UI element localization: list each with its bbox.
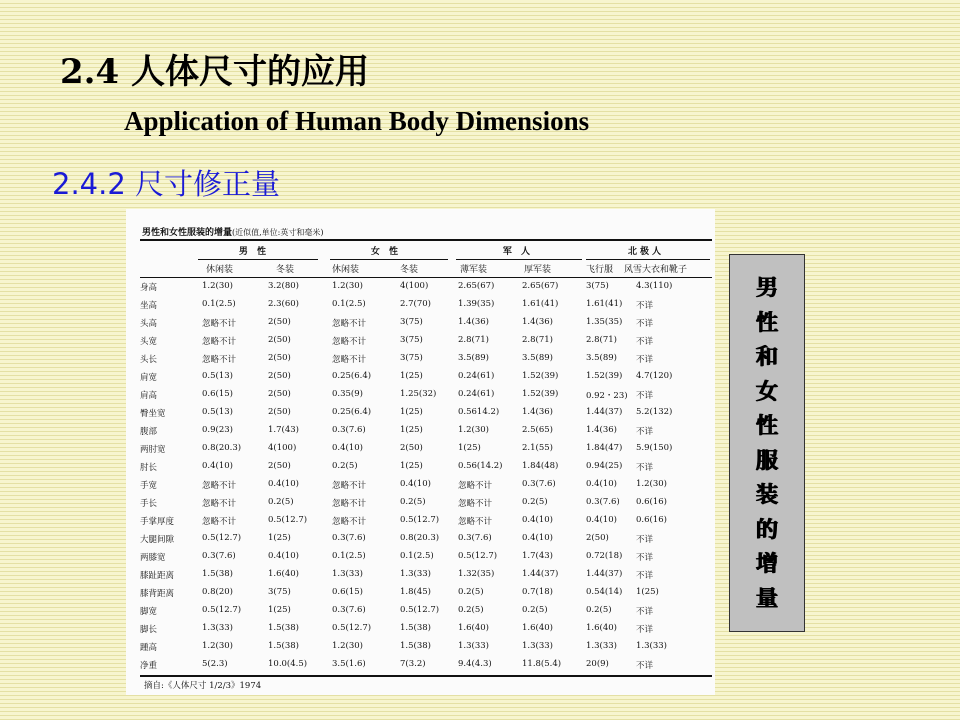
table-row <box>140 315 710 333</box>
table-cell: 0.4(10) <box>332 443 363 453</box>
side-label-char: 量 <box>755 585 778 612</box>
row-label: 腹部 <box>140 427 158 437</box>
row-label: 坐高 <box>140 301 158 311</box>
table-cell: 忽略不计 <box>332 319 367 329</box>
side-label-char: 的 <box>755 516 778 543</box>
table-cell: 10.0(4.5) <box>268 659 308 669</box>
table-cell: 1.6(40) <box>458 623 489 633</box>
table-cell: 1(25) <box>400 461 423 471</box>
table-cell: 1.39(35) <box>458 299 495 309</box>
group-header-arctic: 北极人 <box>627 247 664 257</box>
table-cell: 2(50) <box>268 407 291 417</box>
table-cell: 1.25(32) <box>400 389 437 399</box>
table-cell: 1.3(33) <box>202 623 233 633</box>
table-cell: 0.2(5) <box>458 587 484 597</box>
table-cell: 1.3(33) <box>332 569 363 579</box>
table-cell: 忽略不计 <box>202 499 237 509</box>
table-row <box>140 423 710 441</box>
table-cell: 1.6(40) <box>586 623 617 633</box>
table-cell: 0.3(7.6) <box>332 605 366 615</box>
table-row <box>140 333 710 351</box>
table-cell: 0.4(10) <box>202 461 233 471</box>
table-cell: 0.2(5) <box>522 605 548 615</box>
table-cell: 0.2(5) <box>400 497 426 507</box>
side-label-char: 和 <box>755 344 778 370</box>
table-row <box>140 621 710 639</box>
table-cell: 1.4(36) <box>458 317 489 327</box>
subheader-female-casual: 休闲装 <box>332 265 360 275</box>
table-cell: 3.5(89) <box>586 353 617 363</box>
row-label: 踵高 <box>140 643 158 653</box>
table-cell: 忽略不计 <box>202 319 237 329</box>
table-cell: 不详 <box>636 661 654 671</box>
table-row <box>140 297 710 315</box>
table-cell: 2.65(67) <box>458 281 495 291</box>
table-cell: 2(50) <box>268 353 291 363</box>
table-row <box>140 531 710 549</box>
table-row <box>140 513 710 531</box>
table-cell: 1.3(33) <box>458 641 489 651</box>
table-cell: 不详 <box>636 337 654 347</box>
table-cell: 2.1(55) <box>522 443 553 453</box>
table-cell: 2.8(71) <box>522 335 553 345</box>
table-cell: 0.5614.2) <box>458 407 500 417</box>
table-row <box>140 657 710 675</box>
table-cell: 2.3(60) <box>268 299 299 309</box>
table-row <box>140 495 710 513</box>
row-label: 手长 <box>140 499 158 509</box>
table-cell: 0.5(12.7) <box>202 533 242 543</box>
table-cell: 0.4(10) <box>522 533 553 543</box>
side-label-char: 服 <box>755 447 778 474</box>
table-cell: 0.4(10) <box>586 479 617 489</box>
table-cell: 不详 <box>636 571 654 581</box>
table-cell: 5.2(132) <box>636 407 673 417</box>
table-cell: 2.7(70) <box>400 299 431 309</box>
table-cell: 0.3(7.6) <box>586 497 620 507</box>
table-cell: 1.4(36) <box>522 317 553 327</box>
table-cell: 0.54(14) <box>586 587 623 597</box>
side-label-char: 性 <box>755 413 778 439</box>
row-label: 脚宽 <box>140 607 158 617</box>
table-cell: 0.8(20.3) <box>202 443 242 453</box>
table-cell: 0.6(16) <box>636 515 667 525</box>
table-cell: 2(50) <box>268 317 291 327</box>
table-cell: 不详 <box>636 553 654 563</box>
row-label: 净重 <box>140 661 158 671</box>
group-underline-military <box>456 259 582 260</box>
table-cell: 3.5(89) <box>522 353 553 363</box>
table-cell: 0.6(16) <box>636 497 667 507</box>
table-cell: 1.84(48) <box>522 461 559 471</box>
side-label-char: 女 <box>755 378 778 405</box>
table-caption-main: 男性和女性服装的增量 <box>142 228 233 238</box>
table-cell: 1.8(45) <box>400 587 431 597</box>
side-label-char: 男 <box>755 275 778 301</box>
table-cell: 0.92・23) <box>586 391 628 401</box>
table-cell: 0.35(9) <box>332 389 363 399</box>
table-header-rule <box>140 277 712 278</box>
table-cell: 不详 <box>636 301 654 311</box>
table-cell: 1.7(43) <box>522 551 553 561</box>
table-cell: 0.1(2.5) <box>400 551 434 561</box>
table-row <box>140 369 710 387</box>
table-cell: 1.6(40) <box>522 623 553 633</box>
table-row <box>140 549 710 567</box>
table-cell: 1.61(41) <box>586 299 623 309</box>
table-cell: 0.56(14.2) <box>458 461 503 471</box>
table-cell: 1.2(30) <box>458 425 489 435</box>
table-cell: 2.8(71) <box>586 335 617 345</box>
table-cell: 忽略不计 <box>202 355 237 365</box>
side-label-char: 性 <box>755 309 778 336</box>
table-cell: 不详 <box>636 463 654 473</box>
table-cell: 0.94(25) <box>586 461 623 471</box>
group-header-female: 女 性 <box>370 247 402 257</box>
table-cell: 0.6(15) <box>202 389 233 399</box>
row-label: 手掌厚度 <box>140 517 175 527</box>
table-cell: 0.5(13) <box>202 407 233 417</box>
table-cell: 1(25) <box>400 425 423 435</box>
table-cell: 1.6(40) <box>268 569 299 579</box>
group-header-military: 军 人 <box>502 247 534 257</box>
row-label: 膝背距离 <box>140 589 175 599</box>
table-cell: 1.5(38) <box>400 623 431 633</box>
table-cell: 忽略不计 <box>458 481 493 491</box>
table-cell: 1.3(33) <box>586 641 617 651</box>
table-cell: 1.2(30) <box>202 641 233 651</box>
table-cell: 0.4(10) <box>268 479 299 489</box>
table-cell: 1(25) <box>400 407 423 417</box>
table-cell: 忽略不计 <box>332 355 367 365</box>
table-cell: 0.5(12.7) <box>332 623 372 633</box>
table-cell: 1.35(35) <box>586 317 623 327</box>
table-cell: 忽略不计 <box>332 517 367 527</box>
table-top-rule <box>140 239 712 241</box>
table-cell: 1.44(37) <box>586 407 623 417</box>
table-cell: 1(25) <box>400 371 423 381</box>
table-row <box>140 405 710 423</box>
table-cell: 0.2(5) <box>522 497 548 507</box>
table-cell: 20(9) <box>586 659 609 669</box>
row-label: 头高 <box>140 319 158 329</box>
table-row <box>140 279 710 297</box>
table-cell: 2(50) <box>400 443 423 453</box>
table-cell: 4(100) <box>268 443 297 453</box>
table-cell: 2(50) <box>268 371 291 381</box>
table-cell: 不详 <box>636 319 654 329</box>
table-cell: 11.8(5.4) <box>522 659 562 669</box>
table-cell: 0.3(7.6) <box>332 533 366 543</box>
table-cell: 0.3(7.6) <box>458 533 492 543</box>
table-cell: 5.9(150) <box>636 443 673 453</box>
row-label: 头长 <box>140 355 158 365</box>
table-cell: 1(25) <box>458 443 481 453</box>
table-cell: 0.1(2.5) <box>332 299 366 309</box>
table-cell: 1.52(39) <box>522 371 559 381</box>
table-cell: 3(75) <box>400 317 423 327</box>
side-label-char: 增 <box>755 551 778 577</box>
table-cell: 0.8(20.3) <box>400 533 440 543</box>
subheader-military-light: 薄军装 <box>460 265 488 275</box>
table-row <box>140 585 710 603</box>
table-cell: 0.24(61) <box>458 389 495 399</box>
table-cell: 1.5(38) <box>268 641 299 651</box>
table-cell: 1.61(41) <box>522 299 559 309</box>
table-cell: 0.1(2.5) <box>332 551 366 561</box>
table-cell: 1.84(47) <box>586 443 623 453</box>
table-cell: 0.7(18) <box>522 587 553 597</box>
table-cell: 0.5(12.7) <box>268 515 308 525</box>
table-cell: 忽略不计 <box>202 337 237 347</box>
row-label: 头宽 <box>140 337 158 347</box>
subheader-arctic-flight: 飞行服 <box>586 265 614 275</box>
table-cell: 1.3(33) <box>400 569 431 579</box>
table-source-note: 摘自:《人体尺寸 1/2/3》1974 <box>144 681 262 691</box>
table-cell: 1(25) <box>636 587 659 597</box>
table-cell: 0.2(5) <box>332 461 358 471</box>
row-label: 两膝宽 <box>140 553 166 563</box>
row-label: 两肘宽 <box>140 445 166 455</box>
table-cell: 0.24(61) <box>458 371 495 381</box>
group-underline-arctic <box>586 259 710 260</box>
table-cell: 不详 <box>636 625 654 635</box>
table-cell: 忽略不计 <box>202 481 237 491</box>
table-cell: 0.6(15) <box>332 587 363 597</box>
row-label: 膝趾距离 <box>140 571 175 581</box>
table-cell: 0.25(6.4) <box>332 371 372 381</box>
clothing-increment-table <box>126 209 715 695</box>
table-cell: 0.5(12.7) <box>202 605 242 615</box>
table-cell: 2.65(67) <box>522 281 559 291</box>
table-cell: 0.9(23) <box>202 425 233 435</box>
table-cell: 3(75) <box>586 281 609 291</box>
table-bottom-rule <box>140 675 712 677</box>
slide-title: 2.4 人体尺寸的应用 <box>60 52 369 92</box>
table-cell: 1.3(33) <box>636 641 667 651</box>
table-cell: 0.3(7.6) <box>202 551 236 561</box>
group-underline-female <box>330 259 448 260</box>
table-cell: 7(3.2) <box>400 659 426 669</box>
group-underline-male <box>198 259 318 260</box>
row-label: 手宽 <box>140 481 158 491</box>
table-cell: 2(50) <box>268 389 291 399</box>
subheader-military-heavy: 厚军装 <box>524 265 552 275</box>
table-cell: 忽略不计 <box>458 499 493 509</box>
table-cell: 1.4(36) <box>586 425 617 435</box>
table-cell: 0.25(6.4) <box>332 407 372 417</box>
table-cell: 1.44(37) <box>586 569 623 579</box>
group-header-male: 男 性 <box>238 247 270 257</box>
table-cell: 1.44(37) <box>522 569 559 579</box>
table-cell: 忽略不计 <box>458 517 493 527</box>
table-cell: 3(75) <box>268 587 291 597</box>
table-cell: 1.2(30) <box>332 281 363 291</box>
table-cell: 0.3(7.6) <box>332 425 366 435</box>
table-cell: 不详 <box>636 427 654 437</box>
row-label: 肘长 <box>140 463 158 473</box>
row-label: 大腿间隙 <box>140 535 175 545</box>
table-cell: 1.4(36) <box>522 407 553 417</box>
table-cell: 0.5(13) <box>202 371 233 381</box>
subheader-arctic-parka: 风雪大衣和靴子 <box>624 265 688 275</box>
row-label: 臀坐宽 <box>140 409 166 419</box>
table-cell: 1(25) <box>268 605 291 615</box>
table-cell: 1.52(39) <box>522 389 559 399</box>
table-cell: 2.5(65) <box>522 425 553 435</box>
table-cell: 4.3(110) <box>636 281 673 291</box>
table-cell: 0.4(10) <box>400 479 431 489</box>
table-cell: 1.2(30) <box>636 479 667 489</box>
table-cell: 忽略不计 <box>332 499 367 509</box>
row-label: 肩高 <box>140 391 158 401</box>
table-cell: 忽略不计 <box>332 481 367 491</box>
subheader-male-winter: 冬装 <box>276 265 295 275</box>
table-cell: 0.4(10) <box>586 515 617 525</box>
table-cell: 2.8(71) <box>458 335 489 345</box>
table-cell: 忽略不计 <box>332 337 367 347</box>
table-cell: 0.2(5) <box>268 497 294 507</box>
table-cell: 1(25) <box>268 533 291 543</box>
subheader-female-winter: 冬装 <box>400 265 419 275</box>
table-cell: 不详 <box>636 535 654 545</box>
side-label-char: 装 <box>755 482 778 508</box>
table-cell: 4(100) <box>400 281 429 291</box>
subheader-male-casual: 休闲装 <box>206 265 234 275</box>
table-cell: 2(50) <box>268 335 291 345</box>
table-cell: 1.2(30) <box>202 281 233 291</box>
table-row <box>140 639 710 657</box>
table-row <box>140 603 710 621</box>
table-row <box>140 477 710 495</box>
table-caption <box>142 225 324 238</box>
table-cell: 1.2(30) <box>332 641 363 651</box>
table-cell: 4.7(120) <box>636 371 673 381</box>
table-cell: 1.52(39) <box>586 371 623 381</box>
row-label: 脚长 <box>140 625 158 635</box>
side-label-box <box>729 254 805 632</box>
table-cell: 3.2(80) <box>268 281 299 291</box>
table-cell: 0.5(12.7) <box>400 515 440 525</box>
table-cell: 3(75) <box>400 335 423 345</box>
table-cell: 3.5(1.6) <box>332 659 366 669</box>
table-cell: 5(2.3) <box>202 659 228 669</box>
table-cell: 0.72(18) <box>586 551 623 561</box>
table-cell: 0.3(7.6) <box>522 479 556 489</box>
table-cell: 不详 <box>636 355 654 365</box>
table-row <box>140 441 710 459</box>
row-label: 身高 <box>140 283 158 293</box>
table-cell: 0.4(10) <box>268 551 299 561</box>
section-heading: 2.4.2 尺寸修正量 <box>52 167 281 201</box>
table-cell: 0.2(5) <box>458 605 484 615</box>
table-cell: 1.5(38) <box>400 641 431 651</box>
slide-subtitle: Application of Human Body Dimensions <box>124 106 590 136</box>
table-row <box>140 459 710 477</box>
table-cell: 1.7(43) <box>268 425 299 435</box>
row-label: 肩宽 <box>140 373 158 383</box>
table-cell: 9.4(4.3) <box>458 659 492 669</box>
table-cell: 0.2(5) <box>586 605 612 615</box>
table-cell: 0.4(10) <box>522 515 553 525</box>
table-cell: 0.5(12.7) <box>400 605 440 615</box>
table-cell: 1.5(38) <box>268 623 299 633</box>
table-cell: 3.5(89) <box>458 353 489 363</box>
table-cell: 0.1(2.5) <box>202 299 236 309</box>
table-row <box>140 567 710 585</box>
table-cell: 1.3(33) <box>522 641 553 651</box>
table-cell: 2(50) <box>586 533 609 543</box>
table-cell: 1.32(35) <box>458 569 495 579</box>
table-cell: 3(75) <box>400 353 423 363</box>
table-cell: 2(50) <box>268 461 291 471</box>
table-cell: 不详 <box>636 391 654 401</box>
table-caption-note: (近似值,单位:英寸和毫米) <box>232 228 324 237</box>
table-cell: 忽略不计 <box>202 517 237 527</box>
table-cell: 不详 <box>636 607 654 617</box>
table-cell: 0.5(12.7) <box>458 551 498 561</box>
table-cell: 0.8(20) <box>202 587 233 597</box>
table-row <box>140 351 710 369</box>
table-row <box>140 387 710 405</box>
table-cell: 1.5(38) <box>202 569 233 579</box>
